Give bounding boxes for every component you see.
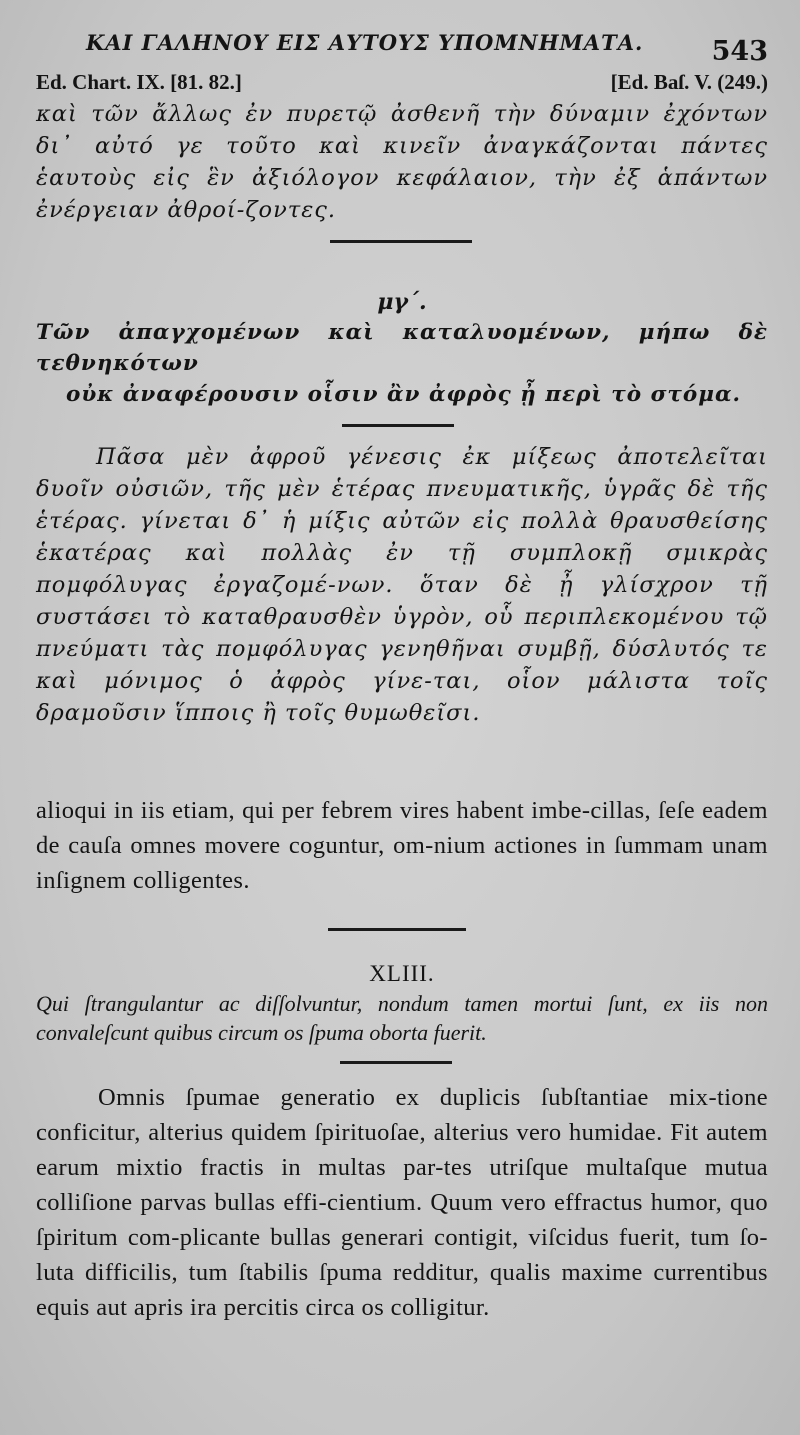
latin-commentary-paragraph: Omnis ſpumae generatio ex duplicis ſubſtantiae mix-tione conficitur, alterius quidem ſpirituoſae, alterius vero humidae. Fit autem earum mixtio fractis in multas par-tes utriſque multaſque mutua colliſione parvas bullas effi-cientium. Quum vero effractus humor, quo ſpiritum com-plicante bullas generari contigit, viſcidus fuerit, tum ſo-luta difficilis, tum ſtabilis ſpuma redditur, qualis maxime currentibus equis aut apris ira percitis circa os colligitur.: [36, 1084, 768, 1321]
section-divider: [330, 240, 472, 243]
greek-section-number: μγ΄.: [377, 289, 427, 315]
edition-line: [36, 66, 768, 98]
latin-aphorism-title: Qui ſtrangulantur ac diſſolvuntur, nondum tamen mortui ſunt, ex iis non convaleſcunt quibus circum os ſpuma oborta fuerit.: [36, 991, 768, 1045]
greek-continuation-text: καὶ τῶν ἄλλως ἐν πυρετῷ ἀσθενῆ τὴν δύναμιν ἐχόντων δι᾽ αὐτό γε τοῦτο καὶ κινεῖν ἀναγκάζονται πάντες ἑαυτοὺς εἰς ἓν ἀξιόλογον κεφάλαιον, τὴν ἐξ ἁπάντων ἐνέργειαν ἀθροί-ζοντες.: [36, 101, 768, 223]
title-divider: [342, 424, 454, 427]
page-header: [36, 0, 768, 66]
latin-continuation-text: alioqui in iis etiam, qui per febrem vires habent imbe-cillas, ſeſe eadem de cauſa omnes movere coguntur, om-nium actiones in ſummam unam inſignem colligentes.: [36, 797, 768, 894]
title-divider-latin: [340, 1061, 452, 1064]
page-number: 543: [711, 36, 768, 67]
latin-section-number: XLIII.: [369, 961, 435, 986]
edition-basel-reference: [Ed. Baſ. V. (249.): [610, 70, 768, 94]
greek-commentary-paragraph: Πᾶσα μὲν ἀφροῦ γένεσις ἐκ μίξεως ἀποτελεῖται δυοῖν οὐσιῶν, τῆς μὲν ἑτέρας πνευματικῆς, ὑγρᾶς δὲ τῆς ἑτέρας. γίνεται δ᾽ ἡ μίξις αὐτῶν εἰς πολλὰ θραυσθείσης ἑκατέρας καὶ πολλὰς ἐν τῇ συμπλοκῇ σμικρὰς πομφόλυγας ἐργαζομέ-νων. ὅταν δὲ ᾖ γλίσχρον τῇ συστάσει τὸ καταθραυσθὲν ὑγρὸν, οὗ περιπλεκομένου τῷ πνεύματι τὰς πομφόλυγας γενηθῆναι συμβῇ, δύσλυτός τε καὶ μόνιμος ὁ ἀφρὸς γίνε-ται, οἷον μάλιστα τοῖς δραμοῦσιν ἵπποις ἢ τοῖς θυμωθεῖσι.: [36, 444, 768, 726]
running-head: ΚΑΙ ΓΑΛΗΝΟΥ ΕΙΣ ΑΥΤΟΥΣ ΥΠΟΜΝΗΜΑΤΑ.: [86, 30, 644, 55]
greek-aphorism-title-line-2: οὐκ ἀναφέρουσιν οἷσιν ἂν ἀφρὸς ᾖ περὶ τὸ στόμα.: [66, 382, 741, 407]
section-divider-latin: [328, 928, 466, 931]
edition-chart-reference: Ed. Chart. IX. [81. 82.]: [36, 70, 242, 94]
greek-aphorism-title-line-1: Τῶν ἀπαγχομένων καὶ καταλυομένων, μήπω δὲ τεθνηκότων: [36, 320, 768, 376]
